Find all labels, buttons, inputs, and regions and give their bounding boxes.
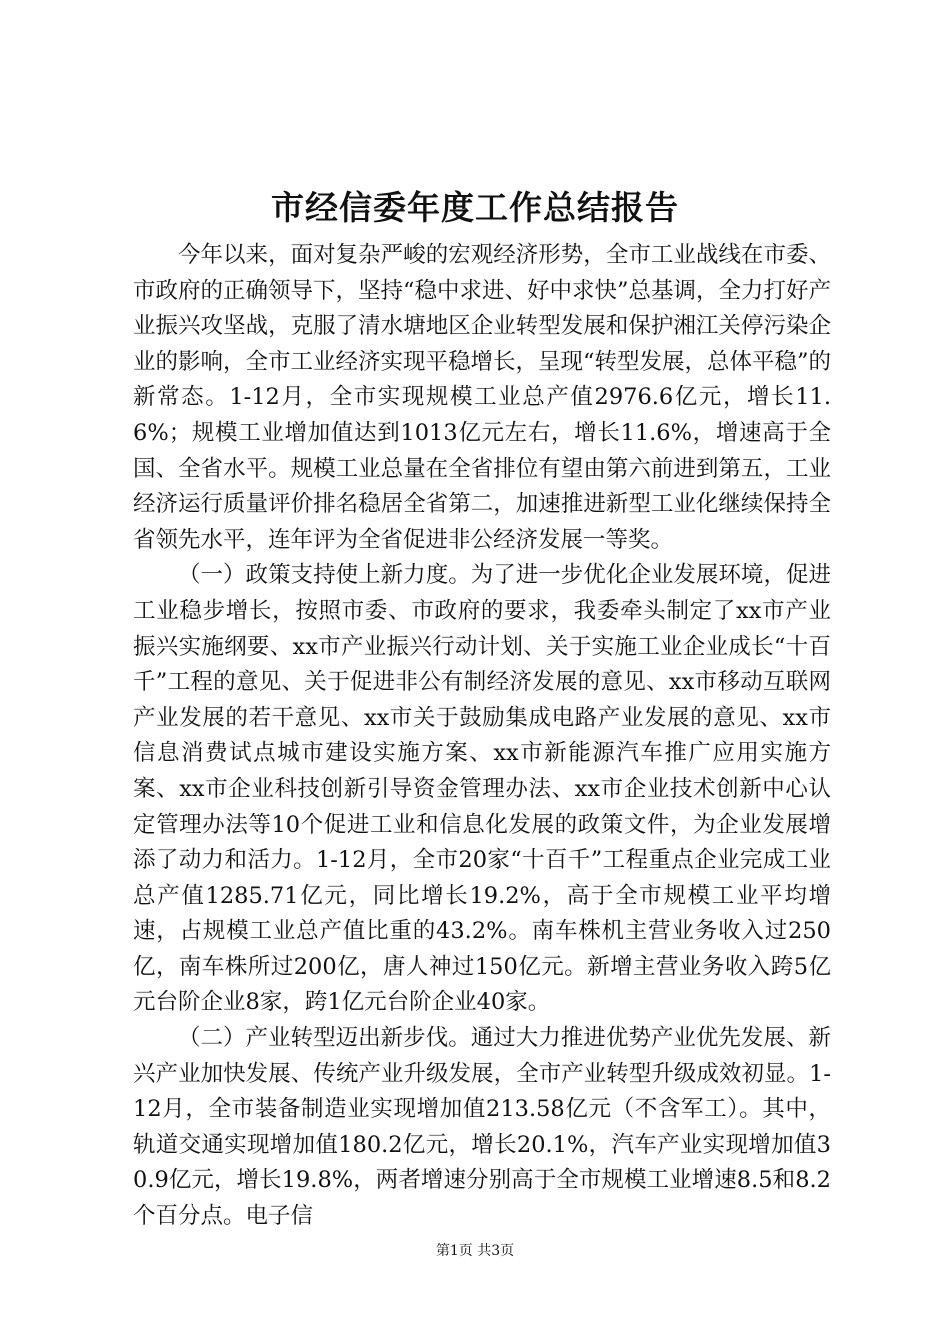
page-number-footer: 第1页 共3页 xyxy=(435,1243,515,1259)
document-title: 市经信委年度工作总结报告 xyxy=(271,188,679,227)
paragraph-industry-transformation: （二）产业转型迈出新步伐。通过大力推进优势产业优先发展、新兴产业加快发展、传统产业升级发展，全市产业转型升级成效初显。1-12月，全市装备制造业实现增加值213.58亿元（不含军工）。其中，轨道交通实现增加值180.2亿元，增长20.1%，汽车产业实现增加值30.9亿元，增长19.8%，两者增速分别高于全市规模工业增速8.5和8.2个百分点。电子信 xyxy=(133,1025,831,1230)
paragraph-policy-support: （一）政策支持使上新力度。为了进一步优化企业发展环境，促进工业稳步增长，按照市委、市政府的要求，我委牵头制定了xx市产业振兴实施纲要、xx市产业振兴行动计划、关于实施工业企业成长“十百千”工程的意见、关于促进非公有制经济发展的意见、xx市移动互联网产业发展的若干意见、xx市关于鼓励集成电路产业发展的意见、xx市信息消费试点城市建设实施方案、xx市新能源汽车推广应用实施方案、xx市企业科技创新引导资金管理办法、xx市企业技术创新中心认定管理办法等10个促进工业和信息化发展的政策文件，为企业发展增添了动力和活力。1-12月，全市20家“十百千”工程重点企业完成工业总产值1285.71亿元，同比增长19.2%，高于全市规模工业平均增速，占规模工业总产值比重的43.2%。南车株机主营业务收入过250亿，南车株所过200亿，唐人神过150亿元。新增主营业务收入跨5亿元台阶企业8家，跨1亿元台阶企业40家。 xyxy=(133,562,831,1016)
paragraph-intro: 今年以来，面对复杂严峻的宏观经济形势，全市工业战线在市委、市政府的正确领导下，坚持“稳中求进、好中求快”总基调，全力打好产业振兴攻坚战，克服了清水塘地区企业转型发展和保护湘江关停污染企业的影响，全市工业经济实现平稳增长，呈现“转型发展，总体平稳”的新常态。1-12月，全市实现规模工业总产值2976.6亿元，增长11.6%；规模工业增加值达到1013亿元左右，增长11.6%，增速高于全国、全省水平。规模工业总量在全省排位有望由第六前进到第五，工业经济运行质量评价排名稳居全省第二，加速推进新型工业化继续保持全省领先水平，连年评为全省促进非公经济发展一等奖。 xyxy=(133,242,832,553)
document-body xyxy=(133,238,831,1235)
